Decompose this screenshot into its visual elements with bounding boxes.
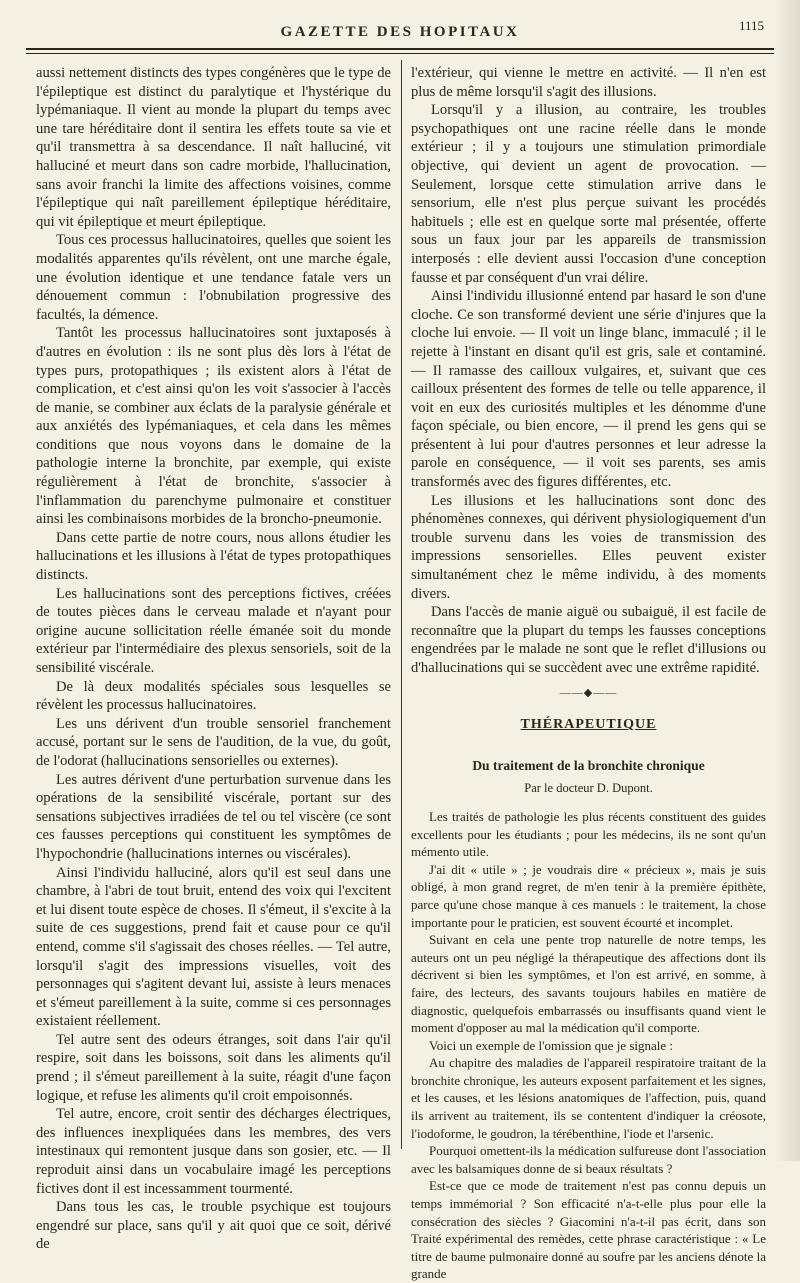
right-column xyxy=(411,64,766,1283)
paragraph: Les hallucinations sont des perceptions fictives, créées de toutes pièces dans le cerveau malade et n'ayant pour origine aucune sollicitation réelle émanée soit du monde extérieur par l'intermédiaire des plexus sensoriels, soit de la sensibilité viscérale. xyxy=(36,585,391,676)
article-title: Du traitement de la bronchite chronique xyxy=(472,757,705,773)
journal-title: GAZETTE DES HOPITAUX xyxy=(280,24,520,40)
page-number: 1115 xyxy=(738,18,764,33)
paragraph: Tous ces processus hallucinatoires, quelles que soient les modalités apparentes qu'ils révèlent, ont une marche égale, une évolution identique et une tendance fatale vers un dénouement commun : l'obnubilation progressive des facultés, la démence. xyxy=(36,232,391,323)
paragraph: aussi nettement distincts des types congénères que le type de l'épileptique est distinct du paralytique et l'hystérique du lypémaniaque. Il vient au monde la plupart du temps avec une tare héréditaire dont il sentira les effets toute sa vie et qu'il transmettra à sa descendance. Il naît halluciné, vit halluciné et meurt dans son cadre morbide, l'hallucination, sans avoir franchi la limite des affections voisines, comme l'épileptique qui naît pareillement épileptique héréditaire, qui vit épileptique et meurt épileptique. xyxy=(36,65,391,230)
paragraph: Les uns dérivent d'un trouble sensoriel franchement accusé, portant sur le sens de l'audition, de la vue, du goût, de l'odorat (hallucinations sensorielles ou externes). xyxy=(36,715,391,769)
section-title: THÉRAPEUTIQUE xyxy=(520,717,657,733)
section-separator: ——◆—— xyxy=(559,686,618,699)
paragraph: Suivant en cela une pente trop naturelle de notre temps, les auteurs ont un peu négligé la thérapeutique des affections dont ils décrivent si bien les symptômes, et l'on est arrivé, en somme, à faire, des lecteurs, des savants toujours habiles en matière de diagnostic, quelquefois embarrassés ou insuffisants quand vient le moment d'opposer au mal la médication qu'il comporte. xyxy=(411,932,766,1036)
paragraph: l'extérieur, qui vienne le mettre en activité. — Il n'en est plus de même lorsqu'il s'agit des illusions. xyxy=(411,65,766,100)
paragraph: De là deux modalités spéciales sous lesquelles se révèlent les processus hallucinatoires. xyxy=(36,678,391,714)
article-body xyxy=(411,808,766,1283)
header-rule-thin xyxy=(26,53,774,54)
paragraph: Dans cette partie de notre cours, nous allons étudier les hallucinations et les illusions à l'état de types protopathiques distincts. xyxy=(36,529,391,584)
paragraph: Est-ce que ce mode de traitement n'est pas connu depuis un temps immémorial ? Son efficacité n'a-t-elle plus pour elle la consécration des siècles ? Giacomini n'a-t-il pas écrit, dans son Traité expérimental des remèdes, cette phrase caractéristique : « Le titre de baume pulmonaire donné au soufre par les anciens dénote la grande xyxy=(411,1178,766,1282)
paragraph: Dans l'accès de manie aiguë ou subaiguë, il est facile de reconnaître que la plupart du temps les fausses conceptions engendrées par le malade ne sont que le reflet d'illusions ou d'hallucinations qui se succèdent avec une extrême rapidité. xyxy=(411,604,766,676)
paragraph: Les illusions et les hallucinations sont donc des phénomènes connexes, qui dérivent physiologiquement d'un trouble survenu dans les voies de transmission des impressions sensorielles. Elles peuvent exister simultanément chez le même individu, à des moments divers. xyxy=(411,492,766,602)
paragraph: Les autres dérivent d'une perturbation survenue dans les opérations de la sensibilité viscérale, portant sur des sensations subjectives irradiées de tel ou tel viscère (ce sont ces fausses perceptions qui constituent les symptômes de l'hypochondrie (hallucinations internes ou viscérales). xyxy=(36,771,391,862)
article-author: Par le docteur D. Dupont. xyxy=(524,781,653,796)
paragraph: J'ai dit « utile » ; je voudrais dire « précieux », mais je suis obligé, à mon grand regret, de m'en tenir à la première épithète, parce qu'une chose manque à ces manuels : le traitement, la chose importante pour le praticien, est souvent écourté et incomplet. xyxy=(411,861,766,930)
page-header xyxy=(28,14,772,44)
paragraph: Les traités de pathologie les plus récents constituent des guides excellents pour les étudiants ; pour les médecins, ils ne sont qu'un mémento utile. xyxy=(411,808,766,860)
paragraph: Ainsi l'individu illusionné entend par hasard le son d'une cloche. Ce son transformé devient une série d'injures que la cloche lui envoie. — Il voit un linge blanc, immaculé ; il le rejette à l'instant en disant qu'il est gris, sale et contaminé. — Il ramasse des cailloux vulgaires, et, suivant que ces cailloux présentent des formes de telle ou telle apparence, il voit en eux des curiosités multiples et les dénomme d'une façon spéciale, ou bien encore, — il prend les gens qui se présentent à lui pour d'autres personnes et leur adresse la parole en conséquence, — il voit ses parents, ses amis transformés avec des figures différentes, etc. xyxy=(411,288,766,491)
header-rule xyxy=(26,48,774,50)
paragraph: Tel autre, encore, croit sentir des décharges électriques, des influences inexpliquées dans les membres, des vers intestinaux qui remontent jusque dans son gosier, etc. — Il reproduit ainsi dans un vocabulaire imagé les perceptions fictives dont il est incessamment tourmenté. xyxy=(36,1106,391,1197)
column-divider xyxy=(401,60,402,1149)
paragraph: Pourquoi omettent-ils la médication sulfureuse dont l'association avec les balsamiques donne de si beaux résultats ? xyxy=(411,1143,766,1176)
paragraph: Au chapitre des maladies de l'appareil respiratoire traitant de la bronchite chronique, les auteurs exposent parfaitement et les signes, et les causes, et les lésions anatomiques de l'affection, puis, quand ils arrivent au traitement, ils se contentent d'indiquer la créosote, l'iodoforme, le goudron, la térébenthine, l'iode et l'arsenic. xyxy=(411,1055,766,1141)
scan-shadow-edge xyxy=(774,0,800,1161)
paragraph: Voici un exemple de l'omission que je signale : xyxy=(429,1037,674,1053)
paragraph: Lorsqu'il y a illusion, au contraire, les troubles psychopathiques ont une racine réelle dans le monde extérieur ; il y a toujours une stimulation primordiale objective, qui devient un agent de provocation. — Seulement, lorsque cette stimulation arrive dans le sensorium, elle n'est plus perçue suivant les procédés habituels ; elle est en quelque sorte mal présentée, offerte sous un faux jour par les appareils de transmission interposés : elle devient aussi l'occasion d'une conception fausse et par conséquent d'un vrai délire. xyxy=(411,102,766,286)
paragraph: Ainsi l'individu halluciné, alors qu'il est seul dans une chambre, à l'abri de tout bruit, entend des voix qui l'excitent et lui disent toute espèce de choses. Il s'émeut, il s'excite à la suite de ces suggestions, prend fait et cause pour ce qu'il entend, comme s'il s'agissait des choses réelles. — Tel autre, lorsqu'il s'agit des impressions visuelles, voit des personnages qui s'agitent devant lui, assiste à leurs menaces et s'émeut pareillement à la suite, comme si ces personnages existaient réellement. xyxy=(36,864,391,1030)
paragraph: Dans tous les cas, le trouble psychique est toujours engendré sur place, sans qu'il y ait quoi que ce soit, dérivé de xyxy=(36,1199,391,1253)
paragraph: Tel autre sent des odeurs étranges, soit dans l'air qu'il respire, soit dans les boissons, soit dans les aliments qu'il prend ; il s'émeut pareillement à la suite, réagit d'une façon logique, et refuse les aliments qu'il croit empoisonnés. xyxy=(36,1031,391,1104)
paragraph: Tantôt les processus hallucinatoires sont juxtaposés à d'autres en évolution : ils ne sont plus dès lors à l'état de types purs, protopathiques ; ils existent alors à l'état de complication, et c'est ainsi qu'on les voit s'associer à l'accès de manie, se combiner aux éclats de la paralysie générale et aux anxiétés des lypémaniaques, et cela dans les mêmes conditions que nous voyons dans le domaine de la pathologie interne la bronchite, par exemple, qui existe régulièrement à l'état de bronchite, s'associer à l'inflammation du parenchyme pulmonaire et constituer ainsi les combinaisons morbides de la broncho-pneumonie. xyxy=(36,325,391,528)
left-column xyxy=(36,64,391,1254)
